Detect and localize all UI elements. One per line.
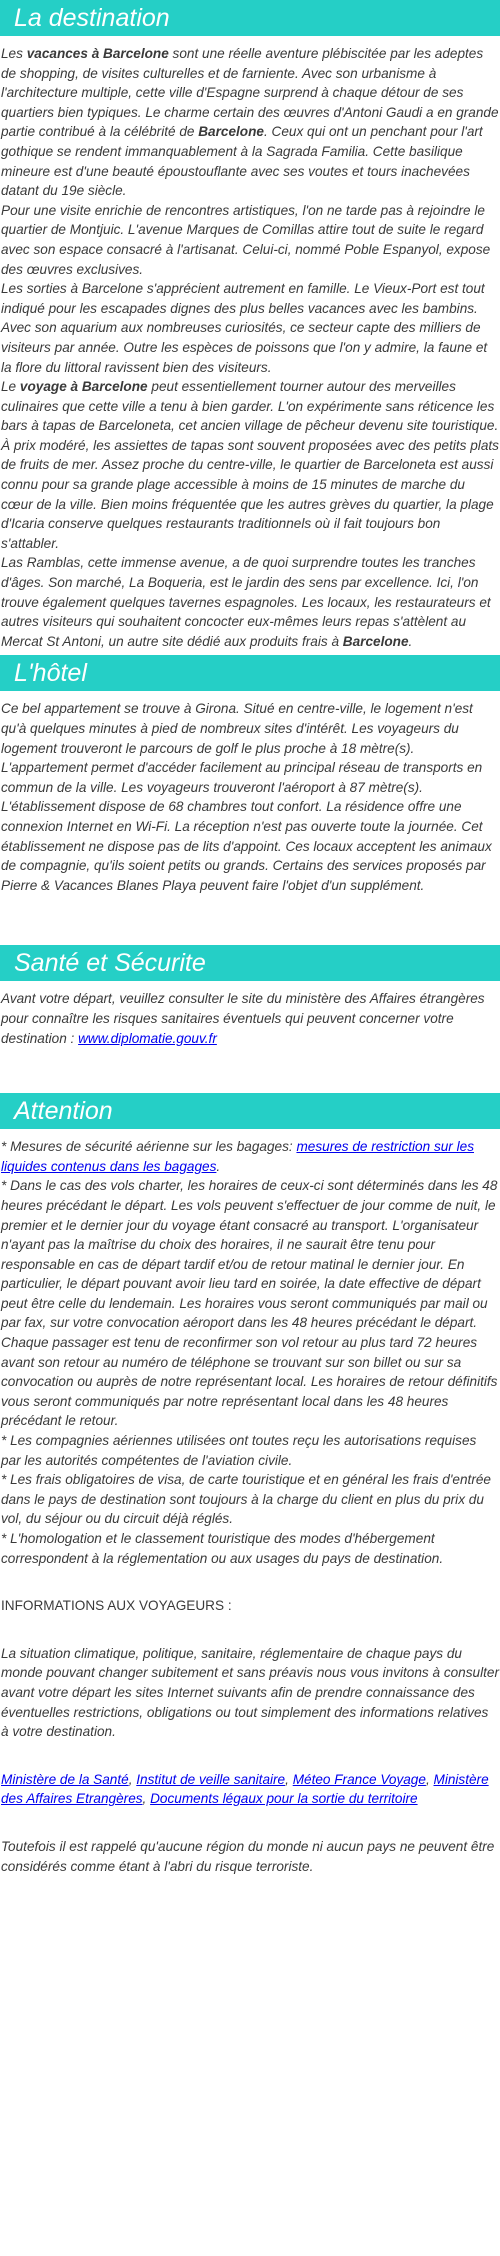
- section-header-destination: [0, 0, 500, 36]
- hotel-content: [0, 691, 500, 895]
- info-voyageurs-text: La situation climatique, politique, sanitaire, réglementaire de chaque pays du monde pouvant changer subitement et sans préavis nous vous invitons à consulter avant votre départ les sites Internet suivants afin de prendre connaissance des éventuelles restrictions, obligations ou tout simplement des informations relatives à votre destination.: [1, 1645, 499, 1740]
- destination-content: [0, 36, 500, 651]
- link-affaires-etrangeres[interactable]: Ministère des Affaires Etrangères: [1, 1771, 489, 1807]
- info-voyageurs-title: INFORMATIONS AUX VOYAGEURS :: [1, 1598, 232, 1614]
- destination-paragraph-2: Pour une visite enrichie de rencontres artistiques, l'on ne tarde pas à rejoindre le quartier de Montjuic. L'avenue Marques de Comillas attire tout de suite le regard avec son espace consacré à l'artisanat. Celui-ci, nommé Poble Espanyol, expose des œuvres exclusives.: [1, 202, 491, 277]
- section-header-attention: [0, 1093, 500, 1129]
- link-meteo-france[interactable]: Méteo France Voyage: [292, 1771, 426, 1787]
- destination-paragraph-1: Les vacances à Barcelone sont une réelle aventure plébiscitée par les adeptes de shopping, de visites culturelles et de farniente. Avec son urbanisme à l'architecture multiple, cette ville d'Espagne surprend à chaque détour de ses quartiers bien typiques. Le charme certain des œuvres d'Antoni Gaudi a en grande partie contribué à la célébrité de Barcelone. Ceux qui ont un penchant pour l'art gothique se rendent immanquablement à la Sagrada Familia. Cette basilique mineure est d'une beauté époustouflante avec ses voutes et tours inachevées datant du 19e siècle.: [1, 46, 499, 199]
- destination-title: La destination: [14, 4, 170, 32]
- attention-item-charter: * Dans le cas des vols charter, les horaires de ceux-ci sont déterminés dans les 48 heures précédant le départ. Les vols peuvent s'effectuer de jour comme de nuit, le premier et le dernier jour du voyage étant consacré au transport. L'organisateur n'ayant pas la maîtrise du choix des horaires, il ne saurait être tenu pour responsable en cas de départ tardif et/ou de retour matinal le dernier jour. En particulier, le départ pouvant avoir lieu tard en soirée, la date effective de départ peut être celle du lendemain. Les horaires vous seront communiqués par mail ou par fax, sur votre convocation aéroport dans les 48 heures précédant le départ. Chaque passager est tenu de reconfirmer son vol retour au plus tard 72 heures avant son retour au numéro de téléphone se trouvant sur son billet ou sur sa convocation ou auprès de notre représentant local. Les horaires de retour définitifs vous seront communiqués par notre représentant local dans les 48 heures précédant le retour.: [1, 1178, 498, 1429]
- section-header-sante: [0, 945, 500, 981]
- attention-title: Attention: [14, 1097, 113, 1126]
- liquides-restriction-link[interactable]: mesures de restriction sur les liquides contenus dans les bagages: [1, 1139, 474, 1174]
- hotel-paragraph: Ce bel appartement se trouve à Girona. Situé en centre-ville, le logement n'est qu'à quelques minutes à pied de nombreux sites d'intérêt. Les voyageurs du logement trouveront le parcours de golf le plus proche à 18 mètre(s). L'appartement permet d'accéder facilement au principal réseau de transports en commun de la ville. Les voyageurs trouveront l'aéroport à 87 mètre(s). L'établissement dispose de 68 chambres tout confort. La résidence offre une connexion Internet en Wi-Fi. La réception n'est pas ouverte toute la journée. Cet établissement ne dispose pas de lits d'appoint. Ces locaux acceptent les animaux de compagnie, qu'ils soient petits ou grands. Certains des services proposés par Pierre & Vacances Blanes Playa peuvent faire l'objet d'un supplément.: [1, 701, 492, 893]
- destination-paragraph-4: Le voyage à Barcelone peut essentiellement tourner autour des merveilles culinaires que cette ville a tenu à bien garder. L'on expérimente sans réticence les bars à tapas de Barceloneta, cet ancien village de pêcheur devenu site touristique. À prix modéré, les assiettes de tapas sont souvent proposées avec des petits plats de fruits de mer. Assez proche du centre-ville, le quartier de Barceloneta est aussi connu pour sa grande plage accessible à moins de 15 minutes de marche du cœur de la ville. Bien moins fréquentée que les autres grèves du quartier, la plage d'Icaria conserve quelques restaurants traditionnels où il fait toujours bon s'attabler.: [1, 379, 499, 551]
- sante-paragraph: Avant votre départ, veuillez consulter le site du ministère des Affaires étrangères pour connaître les risques sanitaires éventuels qui peuvent concerner votre destination : www.diplomatie.gouv.fr: [1, 991, 485, 1046]
- hotel-title: L'hôtel: [14, 659, 87, 688]
- link-ministere-sante[interactable]: Ministère de la Santé: [1, 1771, 129, 1787]
- info-links: Ministère de la Santé, Institut de veille sanitaire, Méteo France Voyage, Ministère des Affaires Etrangères, Documents légaux pour la sortie du territoire: [1, 1771, 489, 1807]
- attention-item-homologation: * L'homologation et le classement touristique des modes d'hébergement correspondent à la réglementation ou aux usages du pays de destination.: [1, 1531, 444, 1566]
- link-institut-veille[interactable]: Institut de veille sanitaire: [136, 1771, 286, 1787]
- attention-content: [0, 1129, 500, 1876]
- terrorism-notice: Toutefois il est rappelé qu'aucune région du monde ni aucun pays ne peuvent être considérés comme étant à l'abri du risque terroriste.: [1, 1838, 495, 1874]
- sante-content: [0, 981, 500, 1048]
- link-documents-legaux[interactable]: Documents légaux pour la sortie du territoire: [150, 1791, 418, 1807]
- attention-item-bagages: * Mesures de sécurité aérienne sur les bagages: mesures de restriction sur les liquides contenus dans les bagages.: [1, 1139, 474, 1174]
- sante-title: Santé et Sécurite: [14, 949, 206, 978]
- destination-paragraph-5: Las Ramblas, cette immense avenue, a de quoi surprendre toutes les tranches d'âges. Son marché, La Boqueria, est le jardin des sens par excellence. Ici, l'on trouve également quelques tavernes espagnoles. Les locaux, les restaurateurs et autres visiteurs qui souhaitent concocter eux-mêmes leurs repas s'attèlent au Mercat St Antoni, un autre site dédié aux produits frais à Barcelone.: [1, 555, 491, 649]
- diplomatie-link[interactable]: www.diplomatie.gouv.fr: [78, 1030, 217, 1046]
- attention-item-compagnies: * Les compagnies aériennes utilisées ont toutes reçu les autorisations requises par les autorités compétentes de l'aviation civile.: [1, 1433, 477, 1468]
- section-header-hotel: [0, 655, 500, 691]
- destination-paragraph-3: Les sorties à Barcelone s'apprécient autrement en famille. Le Vieux-Port est tout indiqué pour les escapades dignes des plus belles vacances avec les bambins. Avec son aquarium aux nombreuses curiosités, ce secteur capte des milliers de visiteurs par année. Outre les espèces de poissons que l'on y admire, la faune et la flore du littoral ravissent bien des visiteurs.: [1, 281, 488, 375]
- attention-item-frais: * Les frais obligatoires de visa, de carte touristique et en général les frais d'entrée dans le pays de destination sont toujours à la charge du client en plus du prix du vol, du séjour ou du circuit déjà réglés.: [1, 1472, 491, 1527]
